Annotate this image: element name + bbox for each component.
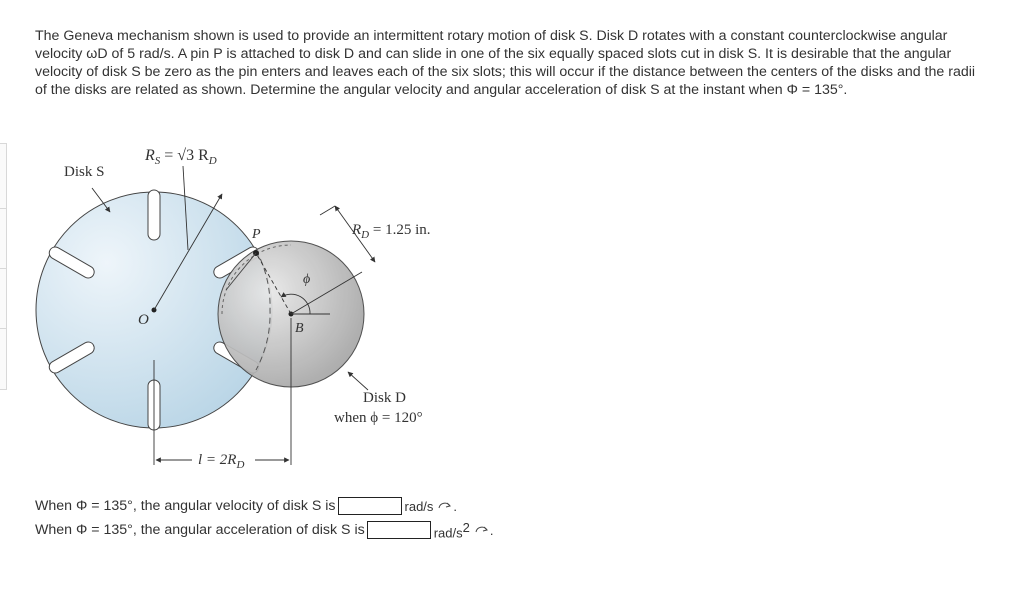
left-edge-tab [0,143,7,210]
angular-acceleration-unit: rad/$s^2$ [433,519,470,541]
rd-extension-top [320,206,335,215]
left-edge-tab [0,328,7,390]
geneva-mechanism-diagram [30,140,480,480]
l-label: $l = 2R_D$ [198,452,245,471]
counterclockwise-arrow-icon [437,498,453,514]
angular-acceleration-prompt: When Φ = 135°, the angular acceleration of disk S is [35,522,365,538]
phi-label: ϕ [303,272,311,287]
disk-d-leader [348,372,368,390]
left-edge-tab [0,268,7,330]
angular-acceleration-input[interactable] [367,521,431,539]
angular-acceleration-row: When Φ = 135°, the angular acceleration of disk S is rad/$s^2$ . [35,519,494,541]
disk-s-label: Disk S [64,164,105,180]
rs-label: $R_S = √3$ $R_D$ [145,147,217,167]
o-label: O [138,312,149,328]
geneva-mechanism-figure [30,140,480,480]
problem-statement: The Geneva mechanism shown is used to provide an intermittent rotary motion of disk S. Disk D rotates with a constant counterclockwise angular velocity ωD of 5 rad/s. A pin P is attached to disk D and can slide in one of the six equally spaced slots cut in disk S. It is desirable that the angular velocity of disk S be zero as the pin enters and leaves each of the six slots; this will occur if the distance between the centers of the disks and the radii of the disks are related as shown. Determine the angular velocity and angular acceleration of disk S at the instant when Φ = 135°. [35,28,976,98]
angular-velocity-prompt: When Φ = 135°, the angular velocity of disk S is [35,498,336,514]
answer-section [35,494,493,542]
p-label: P [252,227,261,242]
b-label: B [295,321,304,336]
disk-d-label: Disk D [363,390,406,406]
angular-velocity-row: When Φ = 135°, the angular velocity of disk S is rad/s . [35,498,458,514]
counterclockwise-arrow-icon [474,522,490,538]
disk-d-when-label: when ϕ = 120° [334,410,423,426]
angular-velocity-unit: rad/s [404,498,434,514]
left-edge-tab [0,208,7,270]
rd-label: $R_D = 1.25$ in. [352,222,431,241]
angular-velocity-input[interactable] [338,497,402,515]
